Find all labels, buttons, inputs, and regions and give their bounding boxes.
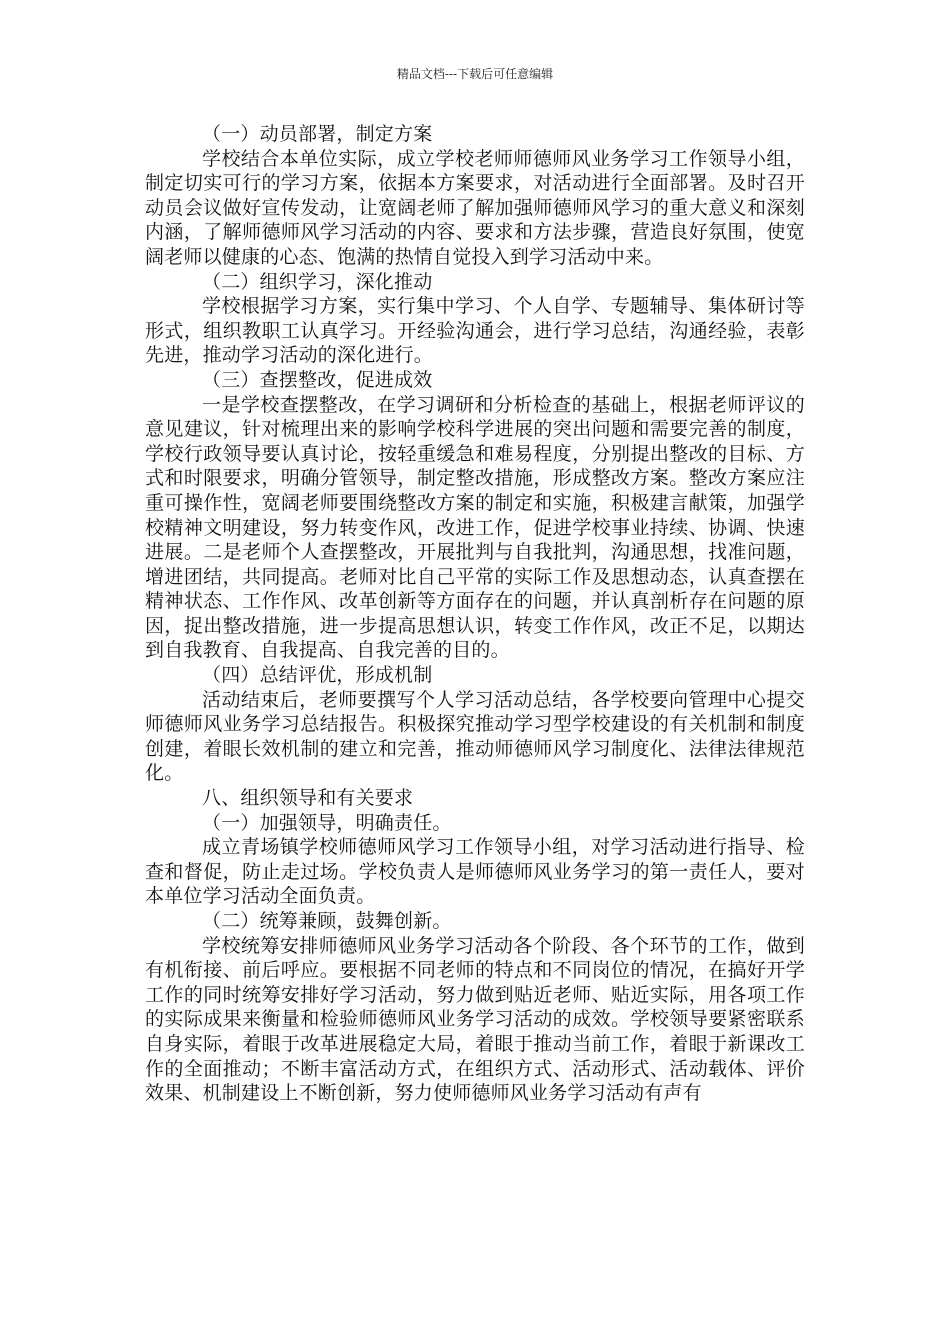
section-heading-summary: （四）总结评优，形成机制 <box>202 664 433 687</box>
chapter-heading-leadership: 八、组织领导和有关要求 <box>202 787 414 810</box>
section-heading-mobilize: （一）动员部署，制定方案 <box>202 123 433 145</box>
page-header: 精品文档---下载后可任意编辑 <box>396 67 554 81</box>
paragraph-mobilize: 学校结合本单位实际，成立学校老师师德师风业务学习工作领导小组，制定切实可行的学习方案，依据本方案要求，对活动进行全面部署。及时召开动员会议做好宣传发动，让宽阔老师了解加强师德师风学习的重大意义和深刻内涵，了解师德师风学习活动的内容、要求和方法步骤，营造良好氛围，使宽阔老师以健康的心态、饱满的热情自觉投入到学习活动中来。 <box>145 147 805 268</box>
section-heading-coordinate: （二）统筹兼顾，鼓舞创新。 <box>202 910 452 932</box>
section-heading-study: （二）组织学习，深化推动 <box>202 270 433 293</box>
paragraph-study: 学校根据学习方案，实行集中学习、个人自学、专题辅导、集体研讨等形式，组织教职工认真学习。开经验沟通会，进行学习总结，沟通经验，表彰先进，推动学习活动的深化进行。 <box>145 295 805 367</box>
paragraph-strengthen: 成立青场镇学校师德师风学习工作领导小组，对学习活动进行指导、检查和督促，防止走过场。学校负责人是师德师风业务学习的第一责任人，要对本单位学习活动全面负责。 <box>145 836 805 908</box>
document-body <box>145 122 805 1106</box>
paragraph-rectify: 一是学校查摆整改，在学习调研和分析检查的基础上，根据老师评议的意见建议，针对梳理出来的影响学校科学进展的突出问题和需要完善的制度，学校行政领导要认真讨论，按轻重缓急和难易程度，分别提出整改的目标、方式和时限要求，明确分管领导，制定整改措施，形成整改方案。整改方案应注重可操作性，宽阔老师要围绕整改方案的制定和实施，积极建言献策，加强学校精神文明建设，努力转变作风，改进工作，促进学校事业持续、协调、快速进展。二是老师个人查摆整改，开展批判与自我批判，沟通思想，找准问题，增进团结，共同提高。老师对比自己平常的实际工作及思想动态，认真查摆在精神状态、工作作风、改革创新等方面存在的问题，并认真剖析存在问题的原因，捉出整改措施，进一步提高思想认识，转变工作作风，改正不足，以期达到自我教育、自我提高、自我完善的目的。 <box>145 393 805 662</box>
paragraph-summary: 活动结束后，老师要撰写个人学习活动总结，各学校要向管理中心提交师德师风业务学习总结报告。积极探究推动学习型学校建设的有关机制和制度创建，着眼长效机制的建立和完善，推动师德师风学习制度化、法律法律规范化。 <box>145 688 805 785</box>
paragraph-coordinate: 学校统筹安排师德师风业务学习活动各个阶段、各个环节的工作，做到有机衔接、前后呼应。要根据不同老师的特点和不同岗位的情况，在搞好开学工作的同时统筹安排好学习活动，努力做到贴近老师、贴近实际，用各项工作的实际成果来衡量和检验师德师风业务学习活动的成效。学校领导要紧密联系自身实际，着眼于改革进展稳定大局，着眼于推动当前工作，着眼于新课改工作的全面推动；不断丰富活动方式，在组织方式、活动形式、活动载体、评价效果、机制建设上不断创新，努力使师德师风业务学习活动有声有 <box>145 934 805 1105</box>
section-heading-rectify: （三）查摆整改，促进成效 <box>202 368 433 391</box>
section-heading-strengthen: （一）加强领导，明确责任。 <box>202 811 452 834</box>
